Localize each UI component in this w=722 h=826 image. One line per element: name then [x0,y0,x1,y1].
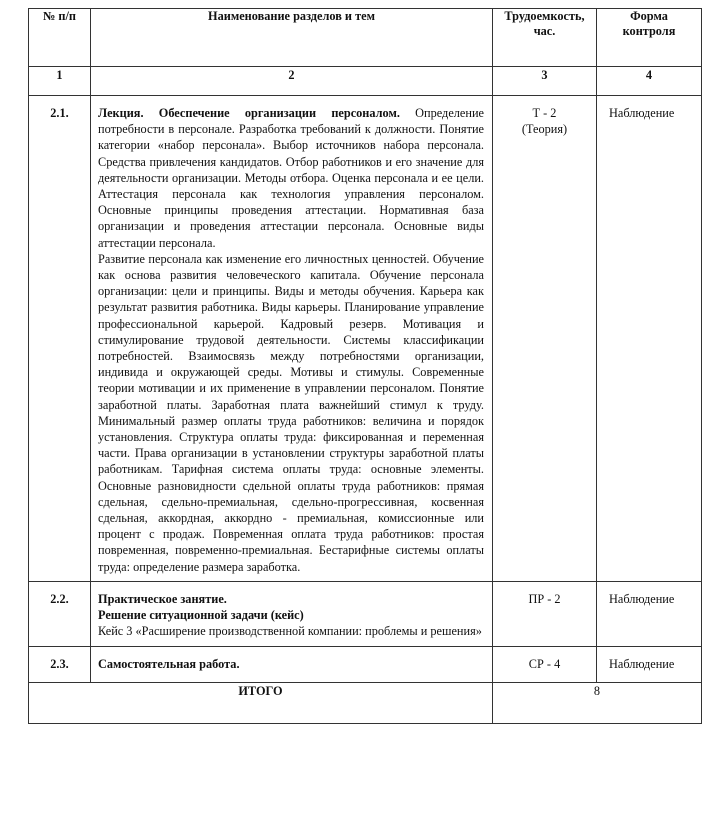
control-form: Наблюдение [597,581,702,646]
topic-title: Лекция. Обеспечение организации персоналом. [98,106,400,120]
workload-cell [493,96,597,582]
topic-subtitle: Решение ситуационной задачи (кейс) [98,608,304,623]
control-form: Наблюдение [597,96,702,582]
topic-title: Практическое занятие. [98,591,227,606]
topic-text-1: Определение потребности в персонале. Разработка требований к должности. Понятие категории «набор персонала». Выбор источников набора персонала. Средства привлечения кандидатов. Отбор работников и его значение для деятельности организации. Методы отбора. Оценка персонала и ее цели. Аттестация персонала как технология управления персоналом. Основные принципы проведения аттестации. Нормативная база организации и проведения аттестации персонала. Основные виды аттестации персонала. [98,106,484,250]
workload-value: СР - 4 [493,646,597,682]
column-number-2: 2 [91,67,493,96]
topic-description [91,581,493,646]
table-header-row [29,9,702,67]
header-load: Трудоемкость, час. [493,9,597,67]
table-row [29,96,702,582]
column-number-4: 4 [597,67,702,96]
total-row [29,682,702,723]
header-name: Наименование разделов и тем [91,9,493,67]
row-number: 2.1. [29,96,91,582]
topic-text: Кейс 3 «Расширение производственной компании: проблемы и решения» [98,624,482,639]
workload-type: (Теория) [521,122,568,137]
column-number-3: 3 [493,67,597,96]
table-row [29,646,702,682]
topic-paragraph-1 [98,105,484,251]
table-row [29,581,702,646]
workload-value: Т - 2 [532,106,557,120]
topic-title: Самостоятельная работа. [91,646,493,682]
workload-value: ПР - 2 [493,581,597,646]
row-number: 2.3. [29,646,91,682]
row-number: 2.2. [29,581,91,646]
total-value: 8 [493,682,702,723]
control-form: Наблюдение [597,646,702,682]
total-label: ИТОГО [29,682,493,723]
column-number-1: 1 [29,67,91,96]
topic-description [91,96,493,582]
course-plan-table [28,8,702,724]
topic-paragraph-2: Развитие персонала как изменение его личностных ценностей. Обучение как основа развития человеческого капитала. Обучение персонала организации: цели и принципы. Виды и методы обучения. Карьера как результат развития работника. Виды карьеры. Планирование управление профессиональной карьерой. Кадровый резерв. Мотивация и стимулирование трудовой деятельности. Системы классификации потребностей. Взаимосвязь между потребностями организации, индивида и окружающей среды. Мотивы и стимулы. Современные теории мотивации и их применение в управлении персоналом. Понятие заработной платы. Заработная плата важнейший стимул к труду. Минимальный размер оплаты труда работников: величина и порядок установления. Структура оплаты труда: фиксированная и переменная части. Права организации в установлении структуры заработной платы работникам. Тарифная система оплаты труда: основные элементы. Основные разновидности сдельной оплаты труда работников: прямая сдельная, сдельно-премиальная, сдельно-прогрессивная, косвенная сдельная, аккордная, аккордно - премиальная, комиссионные или процент с продаж. Повременная оплата труда работников: простая повременная, повременно-премиальная. Бестарифные системы оплаты труда: определение размера заработка. [98,251,484,574]
header-num: № п/п [29,9,91,67]
header-form: Форма контроля [597,9,702,67]
column-number-row [29,67,702,96]
